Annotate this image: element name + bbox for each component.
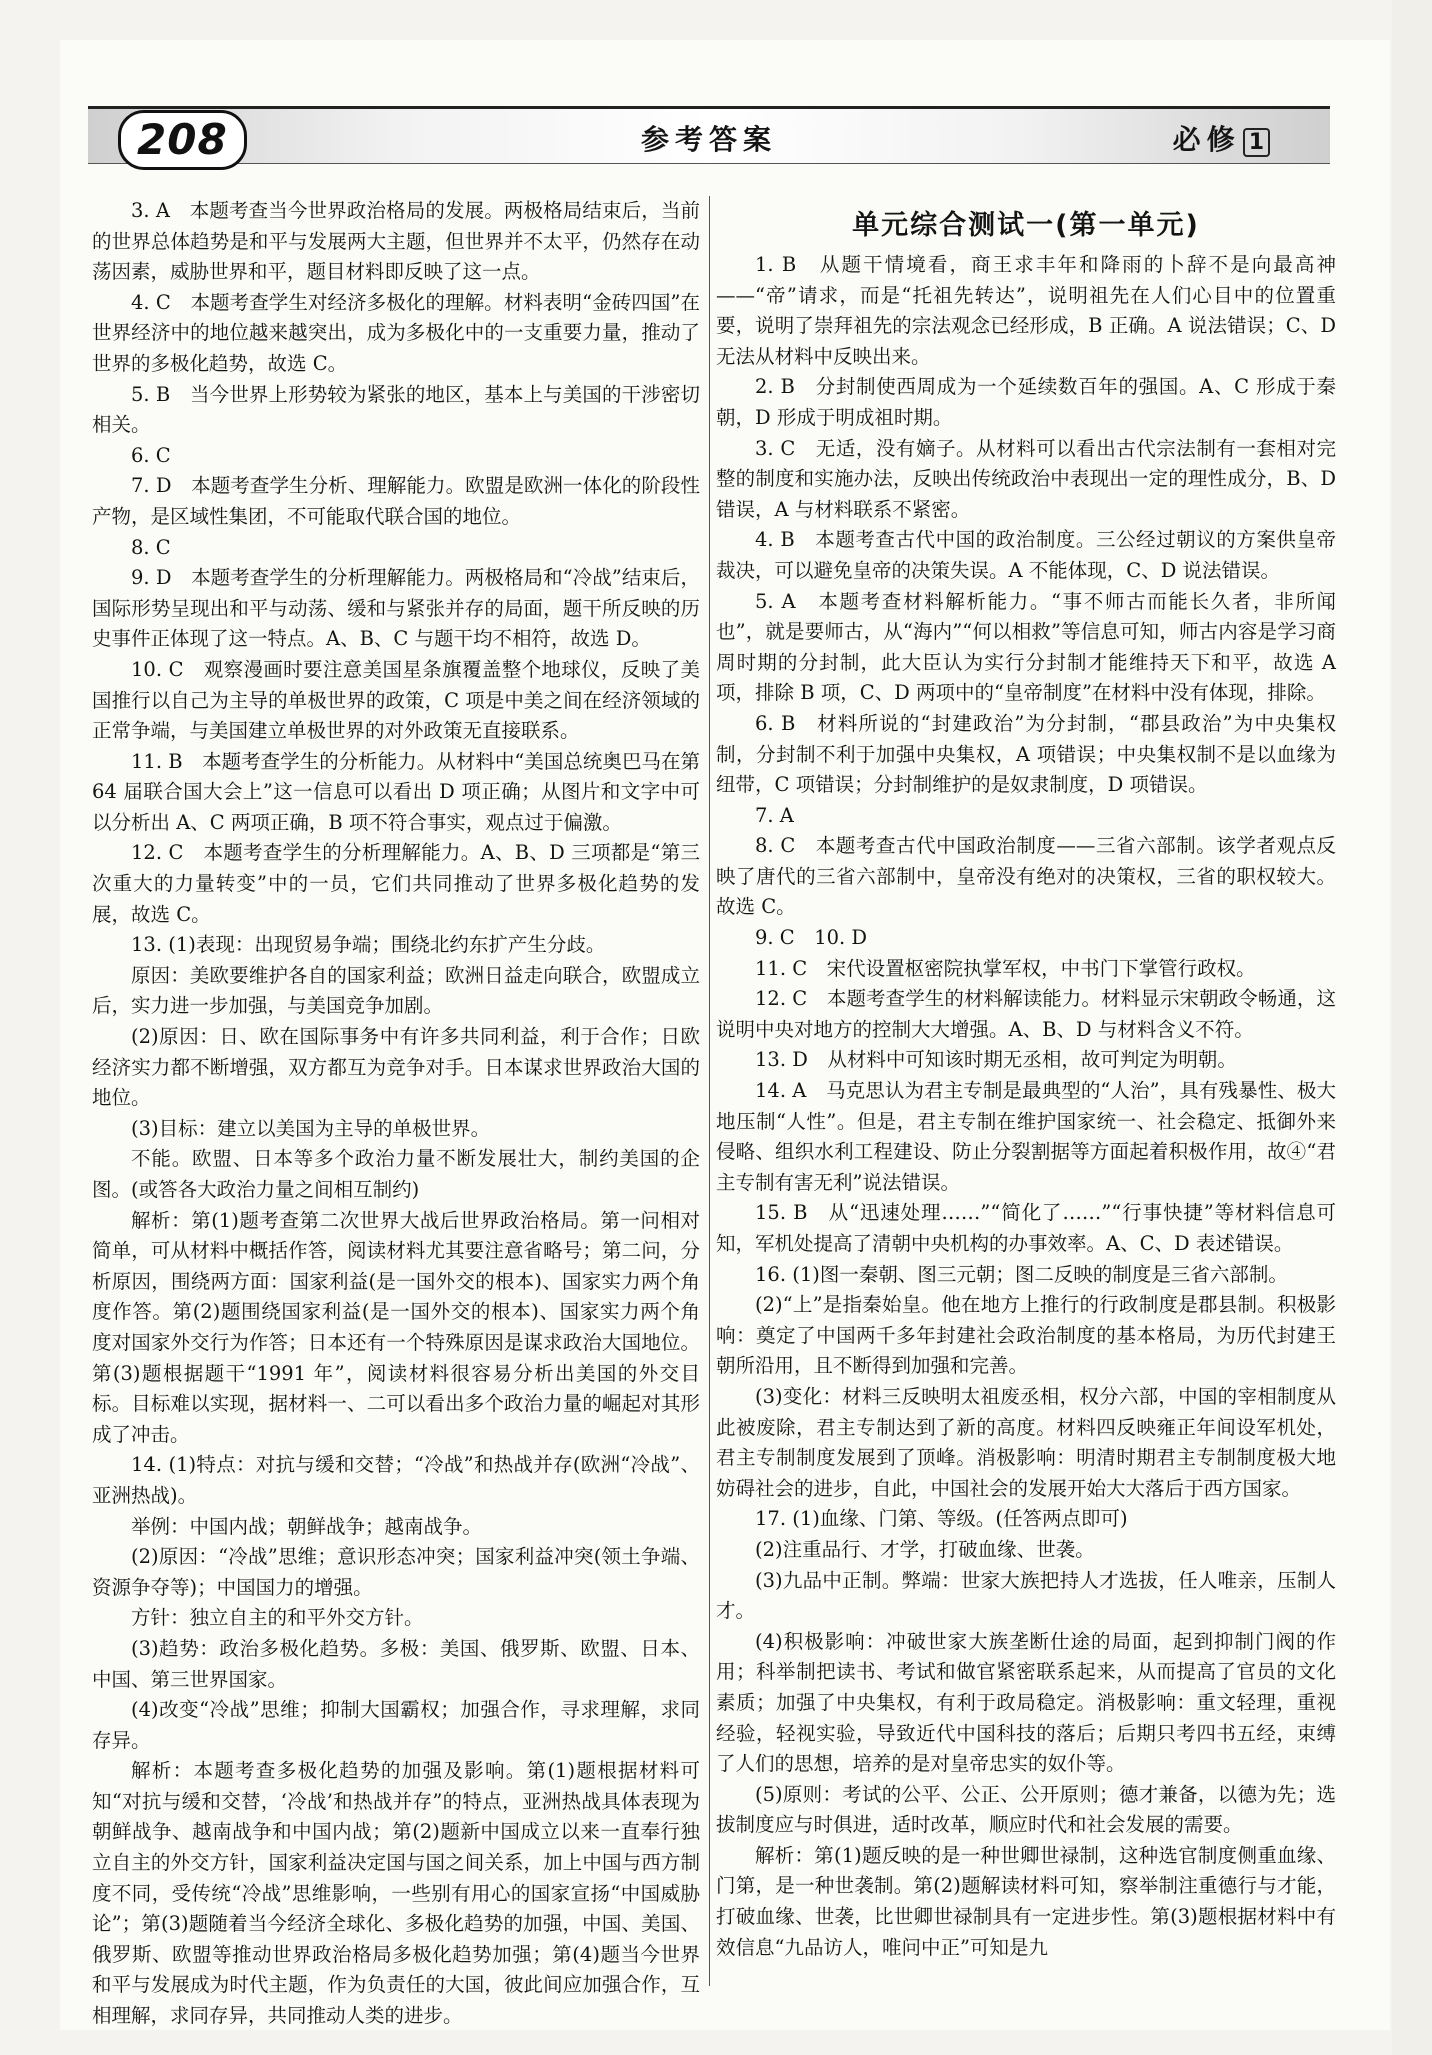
answer-paragraph: (3)目标：建立以美国为主导的单极世界。 [131, 1116, 491, 1140]
left-column [92, 196, 700, 2032]
answer-paragraph: (4)改变“冷战”思维；抑制大国霸权；加强合作，寻求理解，求同存异。 [92, 1698, 700, 1752]
answer-paragraph: 11. B 本题考查学生的分析能力。从材料中“美国总统奥巴马在第 64 届联合国大会上”这一信息可以看出 D 项正确；从图片和文字中可以分析出 A、C 两项正确，B 项不符合事实，观点过于偏激。 [92, 749, 700, 834]
answer-paragraph: 4. B 本题考查古代中国的政治制度。三公经过朝议的方案供皇帝裁决，可以避免皇帝的决策失误。A 不能体现，C、D 说法错误。 [716, 528, 1336, 582]
answer-paragraph: 13. D 从材料中可知该时期无丞相，故可判定为明朝。 [755, 1048, 1237, 1072]
answer-paragraph: 举例：中国内战；朝鲜战争；越南战争。 [131, 1514, 483, 1538]
answer-paragraph: 14. A 马克思认为君主专制是最典型的“人治”，具有残暴性、极大地压制“人性”。但是，君主专制在维护国家统一、社会稳定、抵御外来侵略、组织水利工程建设、防止分裂割据等方面起着积极作用，故④“君主专制有害无利”说法错误。 [716, 1079, 1336, 1194]
page-edge [1392, 0, 1432, 2055]
answer-paragraph: (2)注重品行、才学，打破血缘、世袭。 [755, 1537, 1095, 1561]
header-title: 参考答案 [640, 123, 777, 156]
answer-paragraph: 2. B 分封制使西周成为一个延续数百年的强国。A、C 形成于秦朝，D 形成于明成祖时期。 [716, 375, 1336, 429]
answer-paragraph: 16. (1)图一秦朝、图三元朝；图二反映的制度是三省六部制。 [755, 1262, 1288, 1286]
answer-paragraph: 9. D 本题考查学生的分析理解能力。两极格局和“冷战”结束后，国际形势呈现出和平与动荡、缓和与紧张并存的局面，题干所反映的历史事件正体现了这一特点。A、B、C 与题干均不相符，故选 D。 [92, 566, 700, 651]
answer-paragraph: 不能。欧盟、日本等多个政治力量不断发展壮大，制约美国的企图。(或答各大政治力量之间相互制约) [92, 1147, 700, 1201]
answer-paragraph: (2)原因：“冷战”思维；意识形态冲突；国家利益冲突(领土争端、资源争夺等)；中国国力的增强。 [92, 1545, 700, 1599]
answer-paragraph: 11. C 宋代设置枢密院执掌军权，中书门下掌管行政权。 [755, 956, 1256, 980]
answer-paragraph: 3. C 无适，没有嫡子。从材料可以看出古代宗法制有一套相对完整的制度和实施办法，反映出传统政治中表现出一定的理性成分，B、D 错误，A 与材料联系不紧密。 [716, 436, 1336, 521]
answer-paragraph: (2)原因：日、欧在国际事务中有许多共同利益，利于合作；日欧经济实力都不断增强，双方都互为竞争对手。日本谋求世界政治大国的地位。 [92, 1025, 700, 1110]
answer-paragraph: 原因：美欧要维护各自的国家利益；欧洲日益走向联合，欧盟成立后，实力进一步加强，与美国竞争加剧。 [92, 963, 700, 1018]
answer-paragraph: 12. C 本题考查学生的材料解读能力。材料显示宋朝政令畅通，这说明中央对地方的控制大大增强。A、B、D 与材料含义不符。 [716, 987, 1336, 1041]
answer-paragraph: 13. (1)表现：出现贸易争端；围绕北约东扩产生分歧。 [131, 933, 606, 957]
answer-paragraph: 解析：第(1)题反映的是一种世卿世禄制，这种选官制度侧重血缘、门第，是一种世袭制。第(2)题解读材料可知，察举制注重德行与才能，打破血缘、世袭，比世卿世禄制具有一定进步性。第(3)题根据材料中有效信息“九品访人，唯问中正”可知是九 [716, 1843, 1336, 1959]
header-book-label [1173, 118, 1270, 158]
page-number: 208 [118, 110, 247, 170]
column-divider [709, 196, 710, 1986]
answer-paragraph: (2)“上”是指秦始皇。他在地方上推行的行政制度是郡县制。积极影响：奠定了中国两千多年封建社会政治制度的基本格局，为历代封建王朝所沿用，且不断得到加强和完善。 [716, 1293, 1336, 1378]
book-name: 必修 [1172, 123, 1241, 156]
section-title: 单元综合测试一(第一单元) [852, 210, 1200, 241]
answer-paragraph: 10. C 观察漫画时要注意美国星条旗覆盖整个地球仪，反映了美国推行以自己为主导的单极世界的政策，C 项是中美之间在经济领域的正常争端，与美国建立单极世界的对外政策无直接联系。 [92, 657, 700, 743]
answer-paragraph: (3)九品中正制。弊端：世家大族把持人才选拔，任人唯亲，压制人才。 [716, 1568, 1336, 1623]
answer-paragraph: 7. D 本题考查学生分析、理解能力。欧盟是欧洲一体化的阶段性产物，是区域性集团，不可能取代联合国的地位。 [92, 474, 700, 528]
answer-paragraph: 6. C [131, 443, 171, 467]
answer-paragraph: 7. A [755, 803, 794, 827]
right-column [716, 196, 1336, 1963]
answer-paragraph: 4. C 本题考查学生对经济多极化的理解。材料表明“金砖四国”在世界经济中的地位越来越突出，成为多极化中的一支重要力量，推动了世界的多极化趋势，故选 C。 [92, 290, 700, 375]
answer-paragraph: 5. B 当今世界上形势较为紧张的地区，基本上与美国的干涉密切相关。 [92, 382, 700, 437]
answer-paragraph: 14. (1)特点：对抗与缓和交替；“冷战”和热战并存(欧洲“冷战”、亚洲热战)。 [92, 1453, 700, 1507]
answer-paragraph: 解析：第(1)题考查第二次世界大战后世界政治格局。第一问相对简单，可从材料中概括作答，阅读材料尤其要注意省略号；第二问，分析原因，围绕两方面：国家利益(是一国外交的根本)、国家实力两个角度作答。第(2)题围绕国家利益(是一国外交的根本)、国家实力两个角度对国家外交行为作答；日本还有一个特殊原因是谋求政治大国地位。第(3)题根据题干“1991 年”，阅读材料很容易分析出美国的外交目标。目标难以实现，据材料一、二可以看出多个政治力量的崛起对其形成了冲击。 [92, 1208, 700, 1446]
volume-badge: 1 [1243, 128, 1270, 157]
answer-paragraph: 8. C [131, 535, 171, 559]
answer-paragraph: 9. C 10. D [755, 926, 868, 950]
answer-paragraph: (4)积极影响：冲破世家大族垄断仕途的局面，起到抑制门阀的作用；科举制把读书、考试和做官紧密联系起来，从而提高了官员的文化素质；加强了中央集权，有利于政局稳定。消极影响：重文轻理，重视经验，轻视实验，导致近代中国科技的落后；后期只考四书五经，束缚了人们的思想，培养的是对皇帝忠实的奴仆等。 [716, 1629, 1336, 1776]
answer-paragraph: (5)原则：考试的公平、公正、公开原则；德才兼备，以德为先；选拔制度应与时俱进，适时改革，顺应时代和社会发展的需要。 [716, 1782, 1336, 1837]
answer-paragraph: (3)变化：材料三反映明太祖废丞相，权分六部，中国的宰相制度从此被废除，君主专制达到了新的高度。材料四反映雍正年间设军机处，君主专制制度发展到了顶峰。消极影响：明清时期君主专制制度极大地妨碍社会的进步，自此，中国社会的发展开始大大落后于西方国家。 [716, 1384, 1336, 1500]
answer-paragraph: 解析：本题考查多极化趋势的加强及影响。第(1)题根据材料可知“对抗与缓和交替，‘冷战’和热战并存”的特点，亚洲热战具体表现为朝鲜战争、越南战争和中国内战；第(2)题新中国成立以来一直奉行独立自主的外交方针，国家利益决定国与国之间关系，加上中国与西方制度不同，受传统“冷战”思维影响，一些别有用心的国家宣扬“中国威胁论”；第(3)题随着当今经济全球化、多极化趋势的加强，中国、美国、俄罗斯、欧盟等推动世界政治格局多极化趋势加强；第(4)题当今世界和平与发展成为时代主题，作为负责任的大国，彼此间应加强合作，互相理解，求同存异，共同推动人类的进步。 [92, 1759, 700, 2028]
answer-paragraph: 12. C 本题考查学生的分析理解能力。A、B、D 三项都是“第三次重大的力量转变”中的一员，它们共同推动了世界多极化趋势的发展，故选 C。 [92, 841, 700, 926]
answer-paragraph: 8. C 本题考查古代中国政治制度——三省六部制。该学者观点反映了唐代的三省六部制中，皇帝没有绝对的决策权，三省的职权较大。故选 C。 [716, 834, 1336, 919]
answer-paragraph: 17. (1)血缘、门第、等级。(任答两点即可) [755, 1507, 1128, 1531]
right-paragraphs [716, 250, 1336, 1963]
answer-paragraph: 1. B 从题干情境看，商王求丰年和降雨的卜辞不是向最高神——“帝”请求，而是“托祖先转达”，说明祖先在人们心目中的位置重要，说明了崇拜祖先的宗法观念已经形成，B 正确。A 说法错误；C、D 无法从材料中反映出来。 [716, 253, 1336, 368]
answer-paragraph: (3)趋势：政治多极化趋势。多极：美国、俄罗斯、欧盟、日本、中国、第三世界国家。 [92, 1636, 700, 1691]
answer-paragraph: 15. B 从“迅速处理……”“简化了……”“行事快捷”等材料信息可知，军机处提高了清朝中央机构的办事效率。A、C、D 表述错误。 [716, 1201, 1336, 1255]
answer-paragraph: 方针：独立自主的和平外交方针。 [131, 1606, 424, 1630]
answer-paragraph: 5. A 本题考查材料解析能力。“事不师古而能长久者，非所闻也”，就是要师古，从“海内”“何以相救”等信息可知，师古内容是学习商周时期的分封制，此大臣认为实行分封制才能维持天下和平，故选 A 项，排除 B 项，C、D 两项中的“皇帝制度”在材料中没有体现，排除。 [716, 589, 1336, 705]
page-header [88, 106, 1330, 168]
answer-paragraph: 6. B 材料所说的“封建政治”为分封制，“郡县政治”为中央集权制，分封制不利于加强中央集权，A 项错误；中央集权制不是以血缘为纽带，C 项错误；分封制维护的是奴隶制度，D 项错误。 [716, 711, 1336, 797]
answer-paragraph: 3. A 本题考查当今世界政治格局的发展。两极格局结束后，当前的世界总体趋势是和平与发展两大主题，但世界并不太平，仍然存在动荡因素，威胁世界和平，题目材料即反映了这一点。 [92, 199, 700, 284]
